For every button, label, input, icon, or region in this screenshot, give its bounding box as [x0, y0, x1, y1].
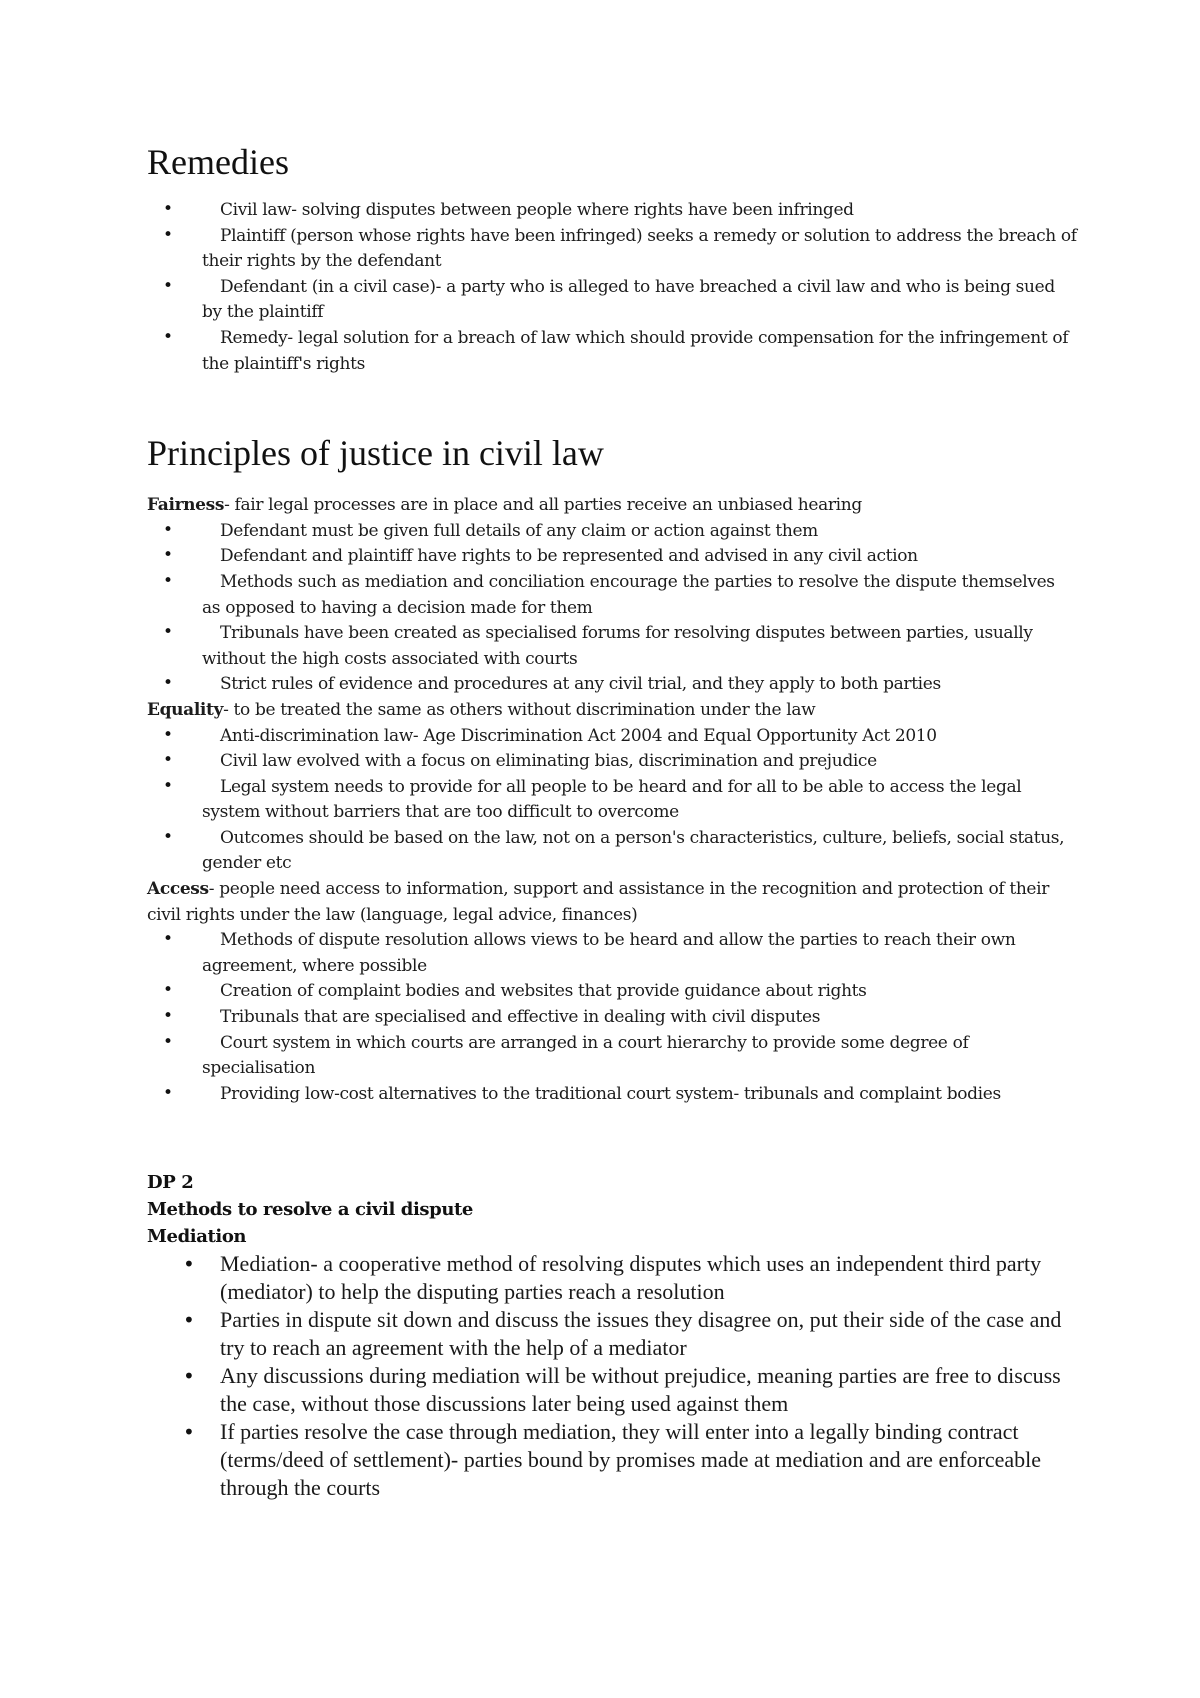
access-definition [147, 877, 1077, 928]
list-item: • Methods such as mediation and conciliation encourage the parties to resolve the dispute themselves as opposed to having a decision made for them [147, 570, 1077, 621]
principles-heading: Principles of justice in civil law [147, 433, 604, 474]
list-item: • Plaintiff (person whose rights have been infringed) seeks a remedy or solution to address the breach of their rights by the defendant [147, 224, 1077, 275]
list-item: • Mediation- a cooperative method of resolving disputes which uses an independent third party (mediator) to help the disputing parties reach a resolution [147, 1250, 1077, 1306]
list-item: • Defendant and plaintiff have rights to be represented and advised in any civil action [147, 544, 1077, 570]
list-item: • Anti-discrimination law- Age Discrimination Act 2004 and Equal Opportunity Act 2010 [147, 724, 1077, 750]
list-item: • Legal system needs to provide for all people to be heard and for all to be able to access the legal system without barriers that are too difficult to overcome [147, 775, 1077, 826]
equality-text: - to be treated the same as others without discrimination under the law [223, 699, 816, 720]
mediation-list [147, 1250, 1077, 1502]
list-item: • Strict rules of evidence and procedures at any civil trial, and they apply to both parties [147, 672, 1077, 698]
list-item: • Creation of complaint bodies and websites that provide guidance about rights [147, 979, 1077, 1005]
list-item: • Tribunals that are specialised and effective in dealing with civil disputes [147, 1005, 1077, 1031]
list-item: • Providing low-cost alternatives to the traditional court system- tribunals and complaint bodies [147, 1082, 1077, 1108]
fairness-text: - fair legal processes are in place and all parties receive an unbiased hearing [224, 495, 862, 516]
section-spacer [147, 1107, 1077, 1169]
list-item: • Civil law evolved with a focus on eliminating bias, discrimination and prejudice [147, 749, 1077, 775]
list-item: • Remedy- legal solution for a breach of law which should provide compensation for the infringement of the plaintiff's rights [147, 326, 1077, 377]
mediation-subheading: Mediation [147, 1226, 247, 1248]
fairness-list [147, 519, 1077, 698]
list-item: • Tribunals have been created as specialised forums for resolving disputes between parties, usually without the high costs associated with courts [147, 621, 1077, 672]
list-item: • Methods of dispute resolution allows views to be heard and allow the parties to reach their own agreement, where possible [147, 928, 1077, 979]
equality-term: Equality [147, 699, 224, 720]
remedies-list [147, 198, 1077, 377]
list-item: • Civil law- solving disputes between people where rights have been infringed [147, 198, 1077, 224]
document-body [147, 140, 1077, 1502]
dp-title: Methods to resolve a civil dispute [147, 1199, 473, 1221]
list-item: • Court system in which courts are arranged in a court hierarchy to provide some degree of specialisation [147, 1031, 1077, 1082]
equality-definition [147, 698, 1077, 724]
list-item: • Parties in dispute sit down and discuss the issues they disagree on, put their side of the case and try to reach an agreement with the help of a mediator [147, 1306, 1077, 1362]
list-item: • Defendant must be given full details of any claim or action against them [147, 519, 1077, 545]
dp-label: DP 2 [147, 1172, 194, 1194]
list-item: • Defendant (in a civil case)- a party who is alleged to have breached a civil law and who is being sued by the plaintiff [147, 275, 1077, 326]
access-term: Access [147, 879, 209, 900]
list-item: • Any discussions during mediation will be without prejudice, meaning parties are free to discuss the case, without those discussions later being used against them [147, 1362, 1077, 1418]
list-item: • If parties resolve the case through mediation, they will enter into a legally binding contract (terms/deed of settlement)- parties bound by promises made at mediation and are enforceable through the courts [147, 1418, 1077, 1502]
fairness-term: Fairness [147, 495, 225, 516]
remedies-heading: Remedies [147, 142, 289, 182]
list-item: • Outcomes should be based on the law, not on a person's characteristics, culture, beliefs, social status, gender etc [147, 826, 1077, 877]
equality-list [147, 724, 1077, 878]
access-list [147, 928, 1077, 1107]
access-text: - people need access to information, support and assistance in the recognition and protection of their civil rights under the law (language, legal advice, finances) [147, 879, 1049, 925]
fairness-definition [147, 493, 1077, 519]
